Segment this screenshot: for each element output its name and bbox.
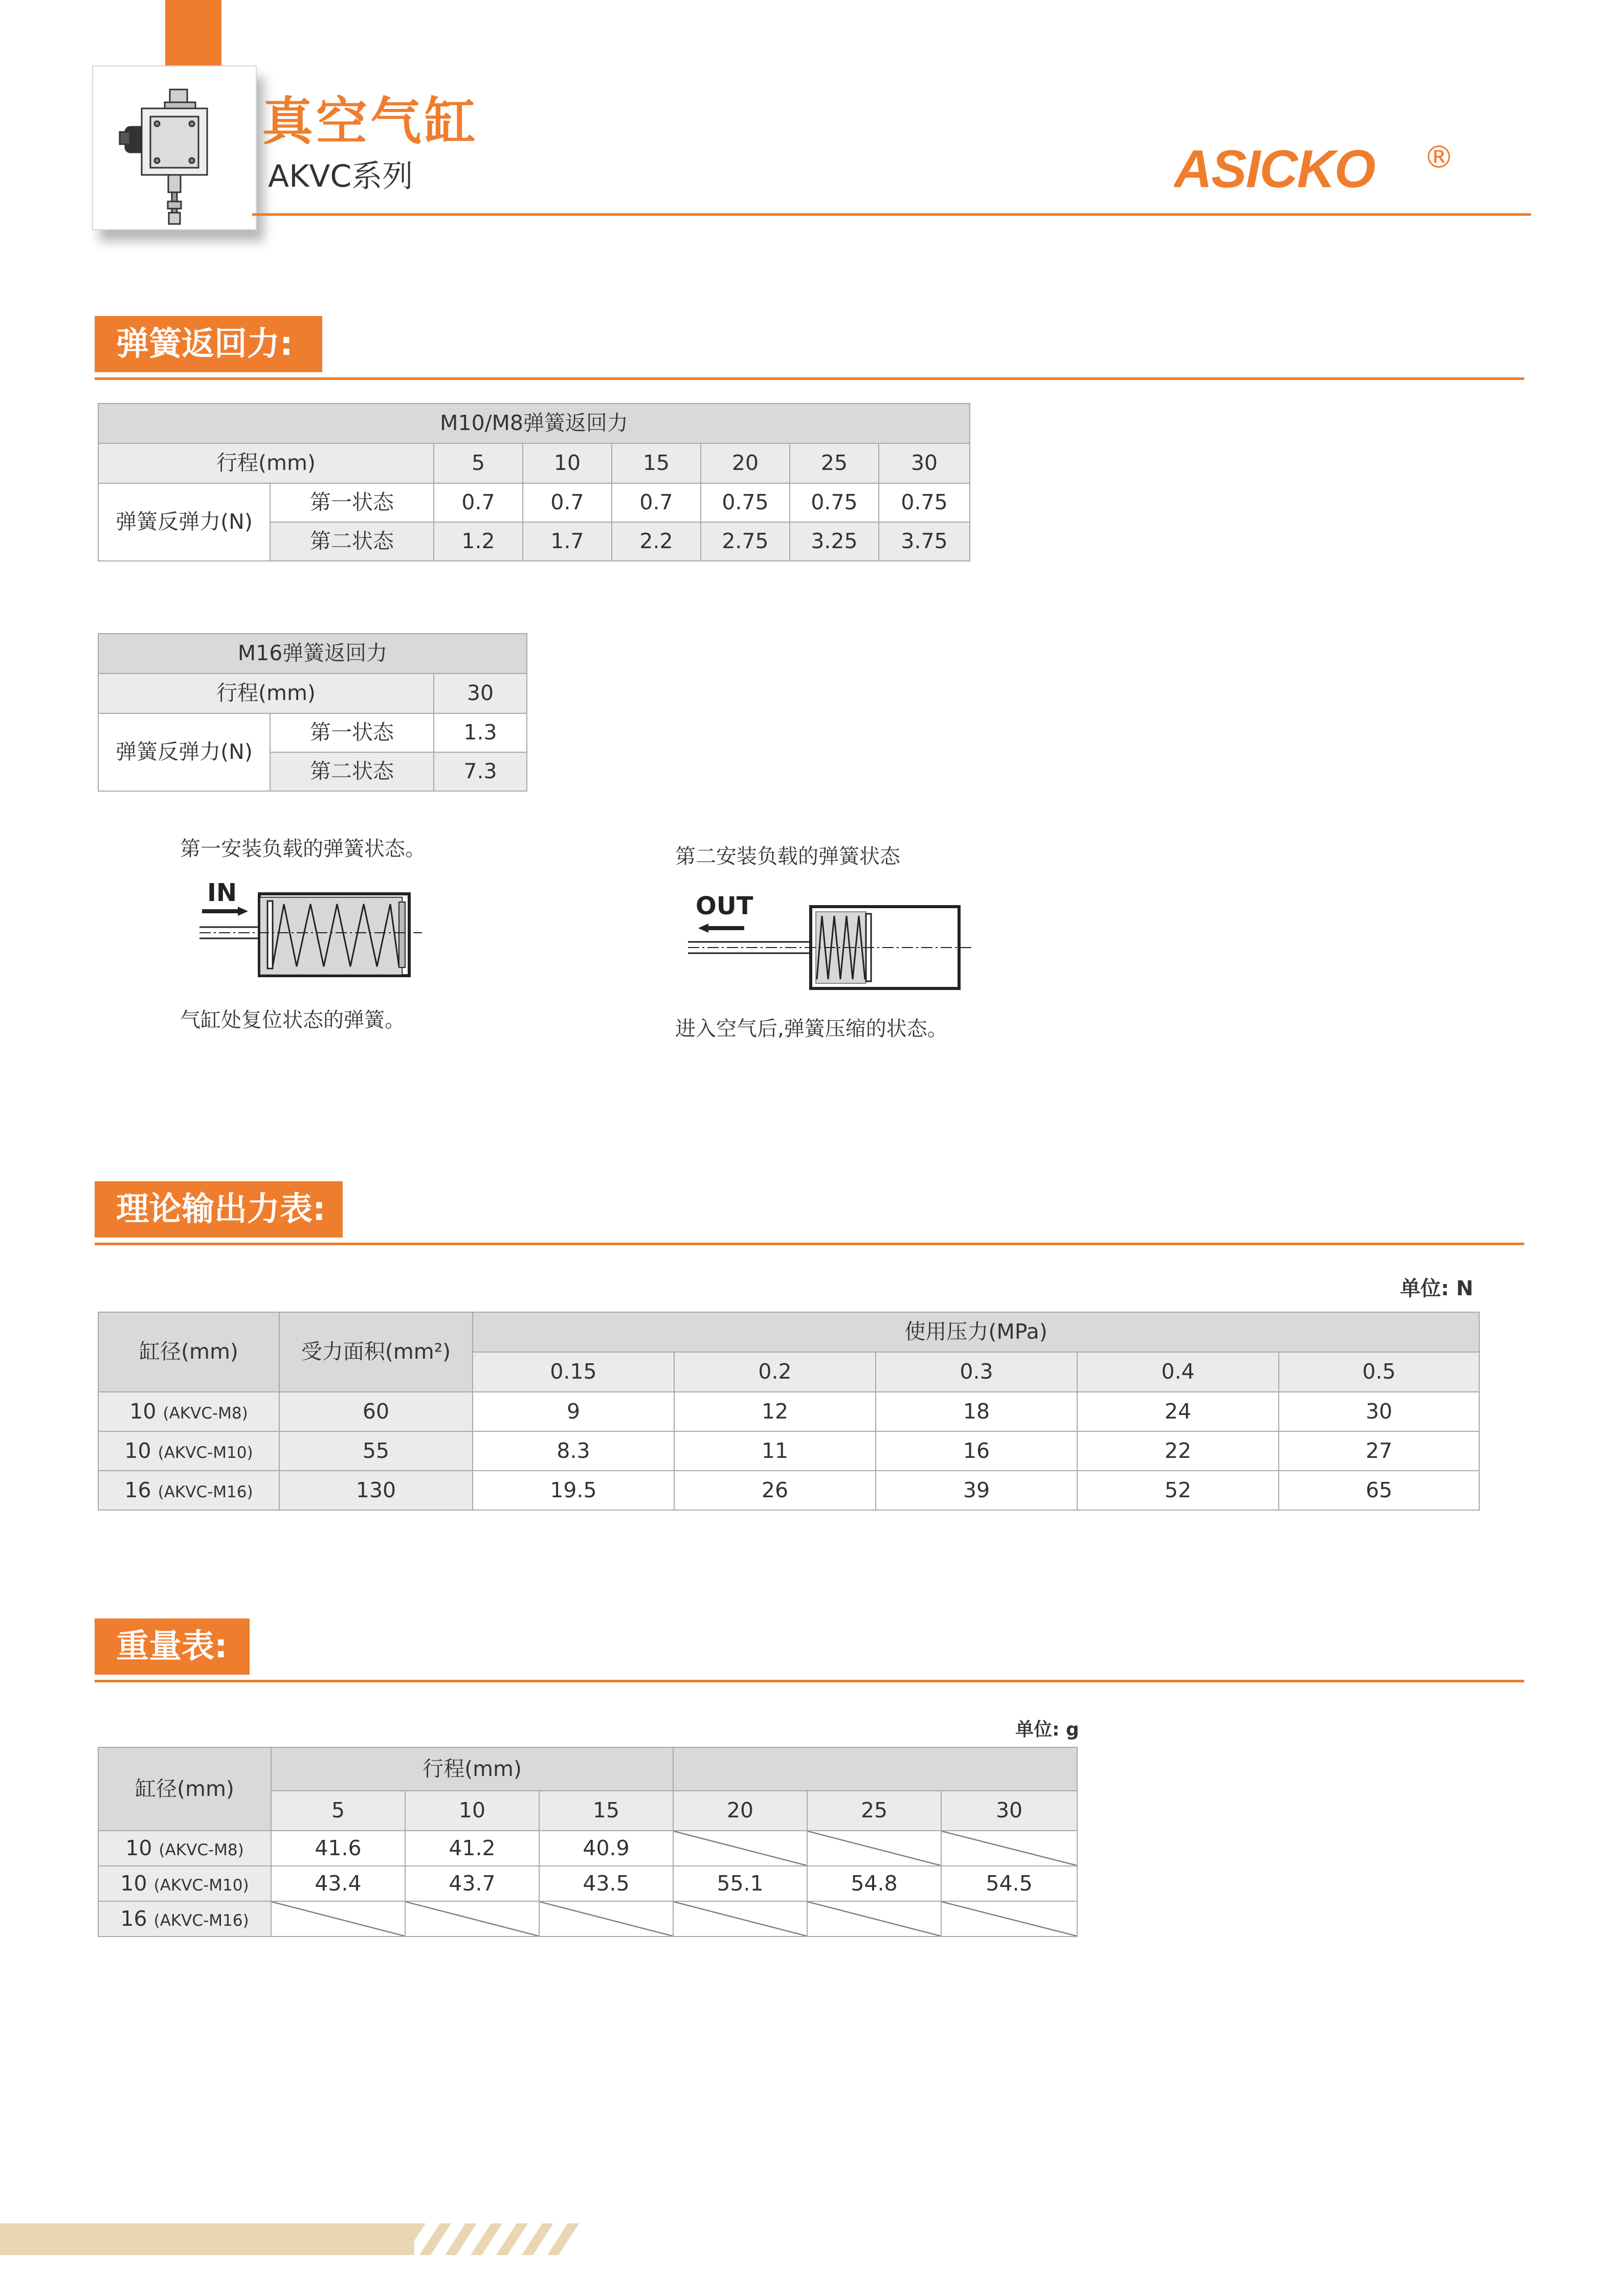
area-cell: 55 (279, 1431, 473, 1471)
section-divider-force (95, 1243, 1524, 1245)
table-cell: 39 (876, 1471, 1077, 1510)
state-label: 第二状态 (270, 752, 434, 791)
diagram-2-caption-bottom: 进入空气后,弹簧压缩的状态。 (675, 1017, 948, 1041)
diagram-1-caption-bottom: 气缸处复位状态的弹簧。 (180, 1008, 405, 1032)
bore-cell: 16 (AKVC-M16) (98, 1471, 279, 1510)
area-cell: 60 (279, 1392, 473, 1431)
pressure-value: 0.4 (1077, 1352, 1279, 1392)
empty-cell (941, 1831, 1077, 1866)
bore-cell: 10 (AKVC-M10) (98, 1866, 271, 1901)
table-cell: 26 (674, 1471, 876, 1510)
section-heading-spring: 弹簧返回力: (95, 316, 322, 372)
empty-cell (539, 1901, 673, 1937)
bore-cell: 10 (AKVC-M8) (98, 1392, 279, 1431)
empty-cell (271, 1901, 405, 1937)
stroke-value: 15 (539, 1791, 673, 1831)
stroke-header: 10 (523, 443, 612, 483)
table-cell: 52 (1077, 1471, 1279, 1510)
diagram-1-caption-top: 第一安装负载的弹簧状态。 (180, 837, 426, 861)
force-label: 弹簧反弹力(N) (98, 483, 270, 561)
spring-diagram-2 (688, 903, 974, 995)
table-cell: 2.2 (612, 522, 701, 561)
stroke-header: 15 (612, 443, 701, 483)
state-label: 第一状态 (270, 713, 434, 752)
spring-force-table-m16 (98, 633, 527, 792)
table-cell: 0.7 (612, 483, 701, 522)
table-cell: 41.6 (271, 1831, 405, 1866)
table-cell: 55.1 (673, 1866, 807, 1901)
table-cell: 3.25 (790, 522, 879, 561)
bore-header: 缸径(mm) (98, 1312, 279, 1392)
state-label: 第二状态 (270, 522, 434, 561)
table-cell: 18 (876, 1392, 1077, 1431)
spring-force-table-m10 (98, 403, 970, 561)
weight-unit-label: 单位: g (1015, 1719, 1079, 1740)
empty-cell (807, 1831, 941, 1866)
table-title: M16弹簧返回力 (98, 634, 527, 673)
table-cell: 9 (473, 1392, 674, 1431)
table-cell: 0.75 (701, 483, 790, 522)
page-title: 真空气缸 (262, 92, 479, 151)
stroke-value: 20 (673, 1791, 807, 1831)
diagram-2-out-label: OUT (696, 892, 753, 920)
table-row (98, 1866, 1077, 1901)
stroke-value: 5 (271, 1791, 405, 1831)
stroke-header: 30 (879, 443, 970, 483)
section-heading-force: 理论输出力表: (95, 1181, 343, 1237)
table-cell: 43.4 (271, 1866, 405, 1901)
stroke-label: 行程(mm) (98, 673, 434, 713)
table-cell: 54.8 (807, 1866, 941, 1901)
stroke-header: 5 (434, 443, 523, 483)
table-cell: 1.2 (434, 522, 523, 561)
state-label: 第一状态 (270, 483, 434, 522)
table-row (98, 1831, 1077, 1866)
stroke-value: 30 (941, 1791, 1077, 1831)
diagram-2-caption-top: 第二安装负载的弹簧状态 (675, 845, 900, 868)
empty-cell (941, 1901, 1077, 1937)
table-cell: 12 (674, 1392, 876, 1431)
table-cell: 27 (1279, 1431, 1479, 1471)
header-accent-tab (165, 0, 221, 65)
bore-header: 缸径(mm) (98, 1747, 271, 1831)
empty-cell (673, 1901, 807, 1937)
table-row (98, 1901, 1077, 1937)
table-cell: 0.7 (434, 483, 523, 522)
brand-logo (1174, 138, 1414, 196)
section-divider-weight (95, 1680, 1524, 1682)
product-thumbnail (92, 65, 257, 230)
stroke-value: 25 (807, 1791, 941, 1831)
page-subtitle: AKVC系列 (268, 159, 413, 194)
area-header: 受力面积(mm²) (279, 1312, 473, 1392)
footer-stripe-bar (0, 2223, 414, 2255)
pressure-value: 0.2 (674, 1352, 876, 1392)
section-heading-weight: 重量表: (95, 1618, 250, 1675)
table-row (98, 1431, 1479, 1471)
pressure-value: 0.15 (473, 1352, 674, 1392)
footer-stripes (394, 2223, 609, 2255)
table-cell: 7.3 (434, 752, 527, 791)
stroke-header: 20 (701, 443, 790, 483)
force-label: 弹簧反弹力(N) (98, 713, 270, 791)
header-divider (252, 213, 1531, 216)
stroke-label: 行程(mm) (98, 443, 434, 483)
table-cell: 30 (1279, 1392, 1479, 1431)
empty-cell (405, 1901, 539, 1937)
area-cell: 130 (279, 1471, 473, 1510)
table-cell: 41.2 (405, 1831, 539, 1866)
pressure-header: 使用压力(MPa) (473, 1312, 1479, 1352)
force-unit-label: 单位: N (1400, 1277, 1474, 1300)
vacuum-cylinder-image (93, 66, 256, 229)
brand-logo-text: ASICKO (1174, 140, 1375, 194)
stroke-value: 10 (405, 1791, 539, 1831)
table-cell: 24 (1077, 1392, 1279, 1431)
table-cell: 22 (1077, 1431, 1279, 1471)
registered-mark: ® (1423, 140, 1454, 175)
table-row (98, 1471, 1479, 1510)
bore-cell: 16 (AKVC-M16) (98, 1901, 271, 1937)
bore-cell: 10 (AKVC-M8) (98, 1831, 271, 1866)
table-cell: 40.9 (539, 1831, 673, 1866)
table-title: M10/M8弹簧返回力 (98, 403, 970, 443)
diagram-1-in-label: IN (207, 879, 237, 907)
theoretical-force-table (98, 1312, 1480, 1511)
section-divider-spring (95, 377, 1524, 380)
weight-table (98, 1747, 1078, 1937)
table-cell: 2.75 (701, 522, 790, 561)
bore-cell: 10 (AKVC-M10) (98, 1431, 279, 1471)
empty-cell (807, 1901, 941, 1937)
table-cell: 11 (674, 1431, 876, 1471)
table-cell: 3.75 (879, 522, 970, 561)
stroke-header: 行程(mm) (271, 1747, 673, 1791)
spring-diagram-1 (197, 890, 425, 982)
table-cell: 16 (876, 1431, 1077, 1471)
table-cell: 0.75 (790, 483, 879, 522)
table-cell: 0.75 (879, 483, 970, 522)
table-cell: 65 (1279, 1471, 1479, 1510)
table-row (98, 1392, 1479, 1431)
table-cell: 19.5 (473, 1471, 674, 1510)
pressure-value: 0.5 (1279, 1352, 1479, 1392)
stroke-header: 25 (790, 443, 879, 483)
table-cell: 1.3 (434, 713, 527, 752)
pressure-value: 0.3 (876, 1352, 1077, 1392)
table-cell: 8.3 (473, 1431, 674, 1471)
table-cell: 43.7 (405, 1866, 539, 1901)
empty-cell (673, 1831, 807, 1866)
stroke-header: 30 (434, 673, 527, 713)
table-cell: 43.5 (539, 1866, 673, 1901)
table-cell: 0.7 (523, 483, 612, 522)
table-cell: 1.7 (523, 522, 612, 561)
table-cell: 54.5 (941, 1866, 1077, 1901)
